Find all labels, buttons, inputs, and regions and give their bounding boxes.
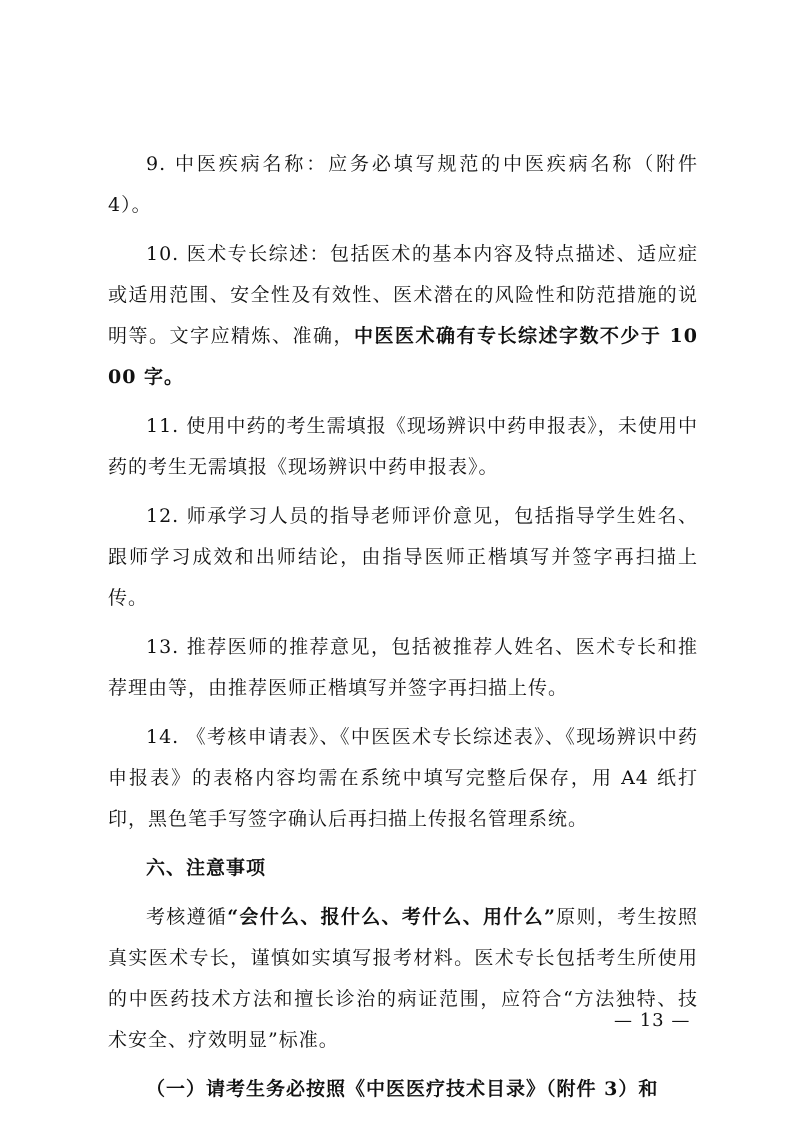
notice-suffix: 原则，考生按照真实医术专长，谨慎如实填写报考材料。医术专长包括考生所使用的中医药技术方法和擅长诊治的病证范围，应符合“方法独特、技术安全、疗效明显”标准。 bbox=[108, 906, 698, 1051]
notice-principle: “会什么、报什么、考什么、用什么” bbox=[227, 906, 556, 928]
paragraph-item-10 bbox=[108, 234, 698, 398]
paragraph-item-11 bbox=[108, 406, 698, 488]
paragraph-bold-requirement: 中医医术确有专长综述字数不少于 1000 字。 bbox=[108, 325, 698, 388]
paragraph-item-14 bbox=[108, 717, 698, 840]
paragraph-text: 13. 推荐医师的推荐意见，包括被推荐人姓名、医术专长和推荐理由等，由推荐医师正楷填写并签字再扫描上传。 bbox=[108, 636, 698, 699]
section-heading: 六、注意事项 bbox=[146, 857, 267, 879]
paragraph-item-9 bbox=[108, 144, 698, 226]
paragraph-text: 9. 中医疾病名称：应务必填写规范的中医疾病名称（附件 4）。 bbox=[108, 153, 698, 216]
notice-prefix: 考核遵循 bbox=[146, 906, 228, 928]
notice-paragraph bbox=[108, 897, 698, 1061]
document-body bbox=[108, 144, 698, 1118]
subsection-heading: （一）请考生务必按照《中医医疗技术目录》（附件 3）和 bbox=[146, 1078, 659, 1100]
paragraph-text: 10. 医术专长综述：包括医术的基本内容及特点描述、适应症或适用范围、安全性及有效性、医术潜在的风险性和防范措施的说明等。文字应精炼、准确， bbox=[108, 243, 698, 347]
paragraph-text: 14. 《考核申请表》、《中医医术专长综述表》、《现场辨识中药申报表》的表格内容均需在系统中填写完整后保存，用 A4 纸打印，黑色笔手写签字确认后再扫描上传报名管理系统。 bbox=[108, 726, 698, 830]
paragraph-text: 12. 师承学习人员的指导老师评价意见，包括指导学生姓名、跟师学习成效和出师结论，由指导医师正楷填写并签字再扫描上传。 bbox=[108, 505, 698, 609]
paragraph-item-13 bbox=[108, 627, 698, 709]
paragraph-text: 11. 使用中药的考生需填报《现场辨识中药申报表》，未使用中药的考生无需填报《现场辨识中药申报表》。 bbox=[108, 415, 698, 478]
paragraph-item-12 bbox=[108, 496, 698, 619]
page-number: — 13 — bbox=[614, 1010, 691, 1031]
